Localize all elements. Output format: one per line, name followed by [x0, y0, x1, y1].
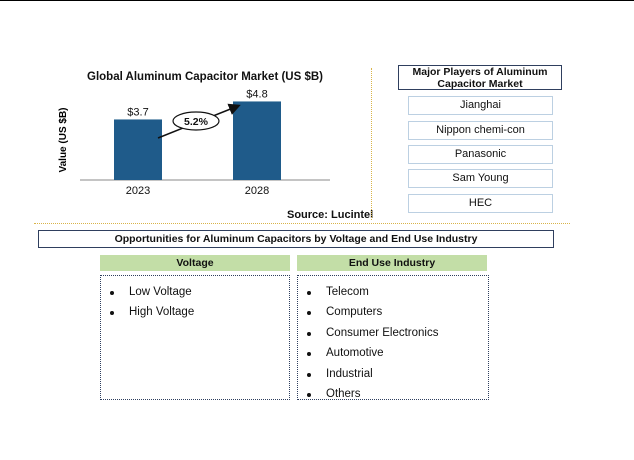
player-box: HEC — [408, 194, 553, 213]
end-use-item: Consumer Electronics — [298, 323, 488, 343]
x-tick-label: 2023 — [125, 185, 151, 197]
end-use-item: Industrial — [298, 364, 488, 384]
end-use-header: End Use Industry — [297, 255, 487, 271]
source-note: Source: Lucintel — [287, 209, 374, 221]
y-axis-label: Value (US $B) — [58, 107, 69, 173]
end-use-item: Others — [298, 384, 488, 404]
end-use-item: Automotive — [298, 343, 488, 363]
player-box: Panasonic — [408, 145, 553, 164]
player-box: Sam Young — [408, 169, 553, 188]
voltage-item: Low Voltage — [101, 282, 289, 302]
horizontal-divider — [34, 223, 570, 224]
bar — [114, 119, 162, 180]
x-tick-label: 2028 — [244, 185, 270, 197]
player-box: Jianghai — [408, 96, 553, 115]
end-use-list-box — [297, 275, 489, 400]
voltage-list-box — [100, 275, 290, 400]
end-use-item: Telecom — [298, 282, 488, 302]
players-title: Major Players of Aluminum Capacitor Market — [398, 65, 562, 90]
data-label: $4.8 — [246, 88, 268, 101]
end-use-item: Computers — [298, 302, 488, 322]
cagr-label: 5.2% — [184, 116, 208, 128]
data-label: $3.7 — [127, 106, 149, 119]
vertical-divider — [371, 68, 372, 220]
bar — [233, 101, 281, 180]
player-box: Nippon chemi-con — [408, 121, 553, 140]
voltage-item: High Voltage — [101, 302, 289, 322]
chart-title: Global Aluminum Capacitor Market (US $B) — [87, 71, 323, 83]
opportunities-title: Opportunities for Aluminum Capacitors by Voltage and End Use Industry — [38, 230, 554, 248]
voltage-header: Voltage — [100, 255, 290, 271]
